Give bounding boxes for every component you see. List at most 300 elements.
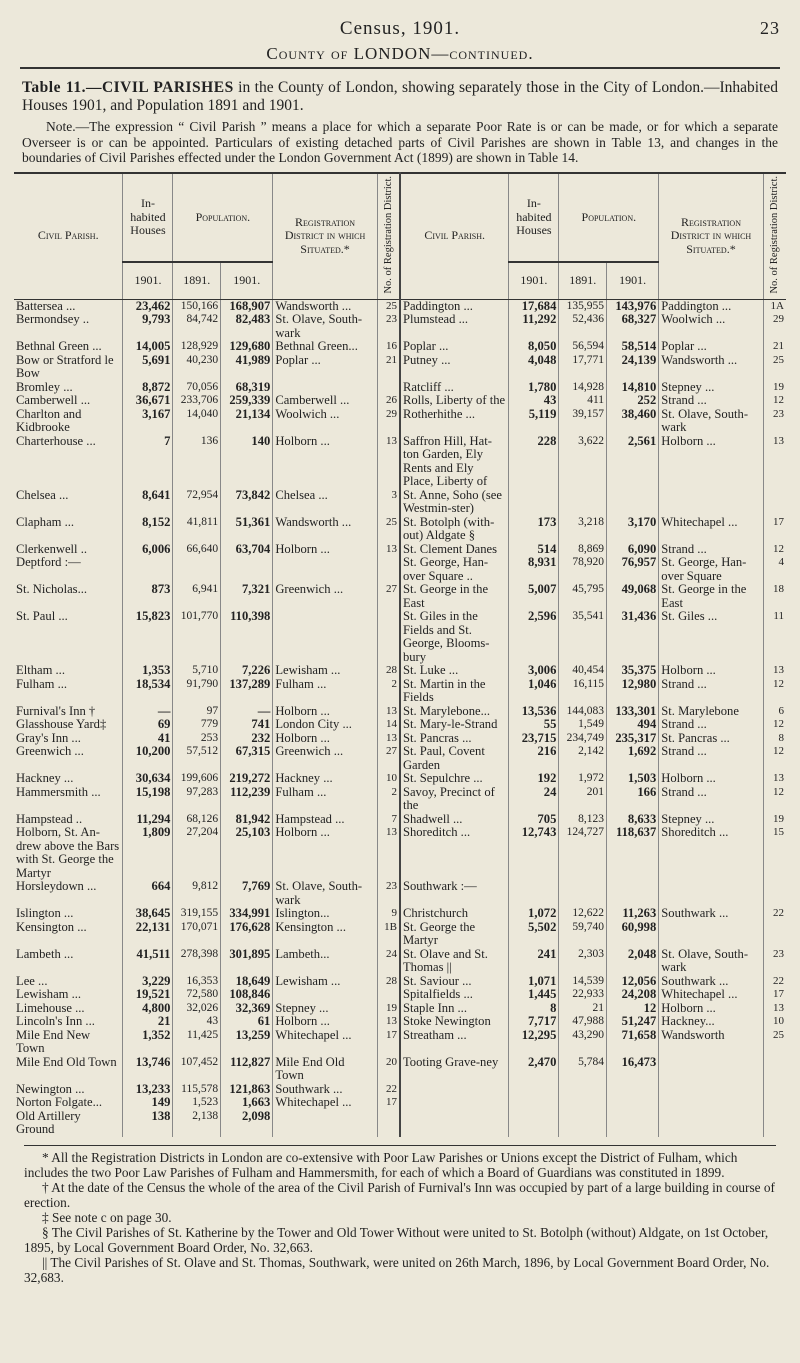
left-inh-cell: 13,233 <box>123 1083 173 1097</box>
col-header-population-left: Population. <box>173 173 273 263</box>
left-no-cell: 28 <box>377 664 400 678</box>
left-p91-cell: 136 <box>173 435 221 489</box>
year-1901-inh-left: 1901. <box>123 262 173 299</box>
right-parish-cell: St. Botolph (with-out) Aldgate § <box>400 516 509 543</box>
table-row <box>14 394 786 408</box>
left-p01-cell: 18,649 <box>221 975 273 989</box>
left-p01-cell: 81,942 <box>221 813 273 827</box>
left-no-cell: 1B <box>377 921 400 948</box>
left-no-cell: 21 <box>377 354 400 381</box>
left-p01-cell: 21,134 <box>221 408 273 435</box>
right-p01-cell: 2,048 <box>607 948 659 975</box>
right-dist-cell: St. Olave, South-wark <box>659 948 763 975</box>
left-dist-cell: Wandsworth ... <box>273 299 377 313</box>
table-row <box>14 826 786 880</box>
right-p91-cell: 2,142 <box>559 745 607 772</box>
footnote: ‡ See note c on page 30. <box>42 1209 172 1225</box>
table-row <box>14 299 786 313</box>
left-no-cell: 9 <box>377 907 400 921</box>
left-no-cell: 24 <box>377 948 400 975</box>
left-dist-cell <box>273 1110 377 1137</box>
right-no-cell <box>763 1110 786 1137</box>
footnote: || The Civil Parishes of St. Olave and St. Thomas, Southwark, were united on 26th March, 1896, by Local Government Board Order, No. 32,683. <box>24 1254 770 1285</box>
left-dist-cell: Islington... <box>273 907 377 921</box>
left-dist-cell: St. Olave, South-wark <box>273 880 377 907</box>
left-p91-cell: 319,155 <box>173 907 221 921</box>
right-p91-cell: 40,454 <box>559 664 607 678</box>
right-inh-cell: 24 <box>509 786 559 813</box>
left-no-cell: 13 <box>377 732 400 746</box>
right-p91-cell: 45,795 <box>559 583 607 610</box>
table-row <box>14 948 786 975</box>
right-inh-cell: 8 <box>509 1002 559 1016</box>
right-dist-cell: Poplar ... <box>659 340 763 354</box>
right-p91-cell: 411 <box>559 394 607 408</box>
right-inh-cell: 12,295 <box>509 1029 559 1056</box>
left-parish-cell: Gray's Inn ... <box>14 732 123 746</box>
right-inh-cell: 43 <box>509 394 559 408</box>
left-p01-cell: 7,321 <box>221 583 273 610</box>
year-1901-right: 1901. <box>607 262 659 299</box>
right-inh-cell: 705 <box>509 813 559 827</box>
right-inh-cell: 2,470 <box>509 1056 559 1083</box>
right-p01-cell: 76,957 <box>607 556 659 583</box>
table-row <box>14 678 786 705</box>
left-no-cell <box>377 610 400 664</box>
left-parish-cell: Deptford :— <box>14 556 123 583</box>
right-p01-cell: 58,514 <box>607 340 659 354</box>
right-dist-cell <box>659 880 763 907</box>
header-row <box>14 173 786 263</box>
table-row <box>14 732 786 746</box>
right-dist-cell: Hackney... <box>659 1015 763 1029</box>
right-no-cell: 12 <box>773 718 784 731</box>
table-row <box>14 516 786 543</box>
left-parish-cell: Bow or Stratford le Bow <box>14 354 123 381</box>
left-inh-cell <box>123 556 173 583</box>
right-p01-cell: 38,460 <box>607 408 659 435</box>
left-p01-cell: 7,226 <box>221 664 273 678</box>
right-inh-cell: 8,931 <box>509 556 559 583</box>
right-p91-cell: 5,784 <box>559 1056 607 1083</box>
left-parish-cell: Limehouse ... <box>14 1002 123 1016</box>
left-inh-cell: 8,872 <box>123 381 173 395</box>
left-p91-cell: 84,742 <box>173 313 221 340</box>
left-parish-cell: Lambeth ... <box>14 948 123 975</box>
right-dist-cell: Strand ... <box>659 394 763 408</box>
right-no-cell: 6 <box>778 704 784 717</box>
left-dist-cell: Poplar ... <box>273 354 377 381</box>
right-dist-cell: St. Giles ... <box>659 610 763 664</box>
left-p01-cell: 61 <box>221 1015 273 1029</box>
left-parish-cell: Hackney ... <box>14 772 123 786</box>
left-dist-cell: Holborn ... <box>273 543 377 557</box>
left-parish-cell: Islington ... <box>14 907 123 921</box>
right-p01-cell: 35,375 <box>607 664 659 678</box>
right-parish-cell: Staple Inn ... <box>400 1002 509 1016</box>
right-dist-cell <box>659 1056 763 1083</box>
left-inh-cell: 3,167 <box>123 408 173 435</box>
left-no-cell: 19 <box>377 1002 400 1016</box>
left-no-cell: 27 <box>377 583 400 610</box>
left-dist-cell: Mile End Old Town <box>273 1056 377 1083</box>
right-p01-cell: 235,317 <box>607 732 659 746</box>
right-dist-cell: St. Pancras ... <box>659 732 763 746</box>
left-inh-cell: 38,645 <box>123 907 173 921</box>
left-p01-cell: 32,369 <box>221 1002 273 1016</box>
right-parish-cell: St. Marylebone... <box>400 705 509 719</box>
left-parish-cell: Lee ... <box>14 975 123 989</box>
left-dist-cell: London City ... <box>273 718 377 732</box>
left-p01-cell: 25,103 <box>221 826 273 880</box>
right-no-cell <box>763 1083 786 1097</box>
right-no-cell: 12 <box>773 785 784 798</box>
right-inh-cell <box>509 489 559 516</box>
right-parish-cell: Rolls, Liberty of the <box>400 394 509 408</box>
left-p91-cell: 779 <box>173 718 221 732</box>
right-p91-cell: 52,436 <box>559 313 607 340</box>
left-no-cell: 20 <box>377 1056 400 1083</box>
head-rule <box>20 67 780 69</box>
right-no-cell: 1A <box>770 299 784 312</box>
right-p91-cell: 78,920 <box>559 556 607 583</box>
right-p91-cell: 59,740 <box>559 921 607 948</box>
right-p91-cell <box>559 880 607 907</box>
left-p01-cell: 112,239 <box>221 786 273 813</box>
right-dist-cell <box>659 921 763 948</box>
left-inh-cell: 1,352 <box>123 1029 173 1056</box>
col-header-district-left: Registration District in which Situated.* <box>273 173 377 300</box>
right-p01-cell: 8,633 <box>607 813 659 827</box>
right-dist-cell: St. Olave, South-wark <box>659 408 763 435</box>
right-inh-cell: 192 <box>509 772 559 786</box>
right-inh-cell: 1,071 <box>509 975 559 989</box>
left-inh-cell: 18,534 <box>123 678 173 705</box>
right-parish-cell: Stoke Newington <box>400 1015 509 1029</box>
left-parish-cell: Holborn, St. An-drew above the Bars with St. George the Martyr <box>14 826 123 880</box>
left-parish-cell: Mile End Old Town <box>14 1056 123 1083</box>
table-row <box>14 489 786 516</box>
left-parish-cell: Lincoln's Inn ... <box>14 1015 123 1029</box>
left-dist-cell <box>273 381 377 395</box>
left-parish-cell: Bethnal Green ... <box>14 340 123 354</box>
right-inh-cell: 241 <box>509 948 559 975</box>
left-p91-cell: 72,580 <box>173 988 221 1002</box>
left-p91-cell: 72,954 <box>173 489 221 516</box>
left-p01-cell: 334,991 <box>221 907 273 921</box>
left-inh-cell: 41,511 <box>123 948 173 975</box>
left-no-cell <box>377 1110 400 1137</box>
right-p01-cell: 71,658 <box>607 1029 659 1056</box>
right-parish-cell: Poplar ... <box>400 340 509 354</box>
left-p01-cell: 168,907 <box>221 299 273 313</box>
left-dist-cell: Greenwich ... <box>273 745 377 772</box>
left-no-cell: 25 <box>377 299 400 313</box>
left-dist-cell <box>273 610 377 664</box>
table-row <box>14 1083 786 1097</box>
col-header-inhabited-left: In-habited Houses <box>123 173 173 263</box>
right-p01-cell: 24,139 <box>607 354 659 381</box>
left-p01-cell: 301,895 <box>221 948 273 975</box>
left-dist-cell: Fulham ... <box>273 786 377 813</box>
right-p01-cell: 1,503 <box>607 772 659 786</box>
right-p91-cell <box>559 489 607 516</box>
left-parish-cell: Hammersmith ... <box>14 786 123 813</box>
left-dist-cell: Hackney ... <box>273 772 377 786</box>
right-parish-cell: St. George, Han-over Square .. <box>400 556 509 583</box>
left-p01-cell: 63,704 <box>221 543 273 557</box>
left-dist-cell: Holborn ... <box>273 705 377 719</box>
right-no-cell: 13 <box>773 434 784 447</box>
left-p01-cell: 68,319 <box>221 381 273 395</box>
table-row <box>14 1056 786 1083</box>
left-no-cell: 25 <box>377 516 400 543</box>
table-row <box>14 610 786 664</box>
right-dist-cell: Southwark ... <box>659 907 763 921</box>
right-parish-cell: Putney ... <box>400 354 509 381</box>
right-p01-cell: 3,170 <box>607 516 659 543</box>
left-parish-cell: Bromley ... <box>14 381 123 395</box>
right-p01-cell: 12 <box>607 1002 659 1016</box>
left-inh-cell: 13,746 <box>123 1056 173 1083</box>
left-dist-cell: Whitechapel ... <box>273 1096 377 1110</box>
table-row <box>14 880 786 907</box>
right-parish-cell: St. Paul, Covent Garden <box>400 745 509 772</box>
right-dist-cell: Wandsworth <box>659 1029 763 1056</box>
left-no-cell: 10 <box>377 772 400 786</box>
right-dist-cell <box>659 1096 763 1110</box>
col-header-district-right: Registration District in which Situated.* <box>659 173 763 300</box>
left-dist-cell: Greenwich ... <box>273 583 377 610</box>
right-parish-cell: Plumstead ... <box>400 313 509 340</box>
right-p01-cell: 12,056 <box>607 975 659 989</box>
col-header-parish-left: Civil Parish. <box>14 173 123 300</box>
right-no-cell <box>763 921 786 948</box>
right-parish-cell: St. George the Martyr <box>400 921 509 948</box>
right-no-cell: 8 <box>778 731 784 744</box>
right-p01-cell: 49,068 <box>607 583 659 610</box>
right-inh-cell: 1,072 <box>509 907 559 921</box>
left-dist-cell <box>273 988 377 1002</box>
table-row <box>14 354 786 381</box>
left-parish-cell: St. Paul ... <box>14 610 123 664</box>
right-parish-cell: Paddington ... <box>400 299 509 313</box>
right-inh-cell <box>509 880 559 907</box>
left-inh-cell: 149 <box>123 1096 173 1110</box>
right-inh-cell: 1,046 <box>509 678 559 705</box>
right-p01-cell: 51,247 <box>607 1015 659 1029</box>
right-dist-cell: Whitechapel ... <box>659 988 763 1002</box>
left-p91-cell: 2,138 <box>173 1110 221 1137</box>
left-p91-cell: 40,230 <box>173 354 221 381</box>
year-1901-inh-right: 1901. <box>509 262 559 299</box>
right-p01-cell: 16,473 <box>607 1056 659 1083</box>
right-inh-cell: 12,743 <box>509 826 559 880</box>
left-p01-cell: 108,846 <box>221 988 273 1002</box>
left-parish-cell: Eltham ... <box>14 664 123 678</box>
right-p91-cell: 16,115 <box>559 678 607 705</box>
right-p91-cell: 2,303 <box>559 948 607 975</box>
left-parish-cell: Norton Folgate... <box>14 1096 123 1110</box>
running-head-title: Census, 1901. <box>339 18 461 39</box>
table-row <box>14 1096 786 1110</box>
left-dist-cell: Holborn ... <box>273 435 377 489</box>
left-parish-cell: Battersea ... <box>14 299 123 313</box>
left-dist-cell: St. Olave, South-wark <box>273 313 377 340</box>
table-row <box>14 381 786 395</box>
right-no-cell: 13 <box>773 1001 784 1014</box>
left-parish-cell: Kensington ... <box>14 921 123 948</box>
table-note: Note.—The expression “ Civil Parish ” means a place for which a separate Poor Rate is or can be made, or for which a separate Overseer is or can be appointed. Particulars of existing detached parts of Civil Parishes are shown in Table 13, and changes in the boundaries of Civil Parishes effected under the London Government Act (1899) are shown in Table 14. <box>22 119 778 165</box>
right-inh-cell: 5,007 <box>509 583 559 610</box>
left-no-cell: 13 <box>377 705 400 719</box>
right-parish-cell: St. Olave and St. Thomas || <box>400 948 509 975</box>
right-p01-cell: 60,998 <box>607 921 659 948</box>
left-no-cell: 23 <box>377 313 400 340</box>
right-p91-cell: 17,771 <box>559 354 607 381</box>
left-dist-cell: Southwark ... <box>273 1083 377 1097</box>
left-no-cell: 17 <box>377 1096 400 1110</box>
right-parish-cell <box>400 1110 509 1137</box>
table-row <box>14 435 786 489</box>
left-dist-cell: Camberwell ... <box>273 394 377 408</box>
left-p01-cell: 259,339 <box>221 394 273 408</box>
right-parish-cell <box>400 1096 509 1110</box>
table-caption-text: in the County of London, showing separately those in the City of London.—Inhabited Houses 1901, and Population 1891 and 1901. <box>22 79 778 114</box>
left-p91-cell: 97 <box>173 705 221 719</box>
right-p91-cell: 47,988 <box>559 1015 607 1029</box>
left-no-cell: 3 <box>377 489 400 516</box>
right-no-cell <box>763 489 786 516</box>
left-inh-cell: 9,793 <box>123 313 173 340</box>
left-p91-cell: 101,770 <box>173 610 221 664</box>
left-dist-cell: Lewisham ... <box>273 975 377 989</box>
table-row <box>14 975 786 989</box>
right-parish-cell: Streatham ... <box>400 1029 509 1056</box>
right-p01-cell: 2,561 <box>607 435 659 489</box>
left-inh-cell: 15,198 <box>123 786 173 813</box>
right-no-cell <box>763 1056 786 1083</box>
left-no-cell: 23 <box>377 880 400 907</box>
right-parish-cell: Saffron Hill, Hat-ton Garden, Ely Rents and Ely Place, Liberty of <box>400 435 509 489</box>
right-parish-cell: Spitalfields ... <box>400 988 509 1002</box>
right-parish-cell: St. George in the East <box>400 583 509 610</box>
right-p01-cell: 31,436 <box>607 610 659 664</box>
left-no-cell: 26 <box>377 394 400 408</box>
table-row <box>14 813 786 827</box>
left-parish-cell: Hampstead .. <box>14 813 123 827</box>
right-no-cell: 13 <box>773 772 784 785</box>
right-no-cell: 12 <box>773 394 784 407</box>
table-row <box>14 921 786 948</box>
right-dist-cell: Holborn ... <box>659 772 763 786</box>
left-dist-cell: Woolwich ... <box>273 408 377 435</box>
right-p01-cell: 1,692 <box>607 745 659 772</box>
right-no-cell: 25 <box>773 1028 784 1041</box>
left-parish-cell: Lewisham ... <box>14 988 123 1002</box>
right-dist-cell: Holborn ... <box>659 435 763 489</box>
left-inh-cell: 30,634 <box>123 772 173 786</box>
left-inh-cell: 69 <box>123 718 173 732</box>
year-1891-right: 1891. <box>559 262 607 299</box>
col-header-no-left: No. of Registration District. <box>377 173 400 300</box>
left-dist-cell: Kensington ... <box>273 921 377 948</box>
left-dist-cell: Wandsworth ... <box>273 516 377 543</box>
right-inh-cell: 5,502 <box>509 921 559 948</box>
left-dist-cell: Lambeth... <box>273 948 377 975</box>
left-p91-cell: 6,941 <box>173 583 221 610</box>
right-dist-cell: Shoreditch ... <box>659 826 763 880</box>
left-no-cell: 16 <box>377 340 400 354</box>
right-no-cell: 22 <box>773 974 784 987</box>
right-no-cell: 23 <box>773 407 784 420</box>
right-p91-cell: 43,290 <box>559 1029 607 1056</box>
left-inh-cell: 36,671 <box>123 394 173 408</box>
right-no-cell: 29 <box>773 313 784 326</box>
left-dist-cell: Holborn ... <box>273 732 377 746</box>
right-inh-cell: 216 <box>509 745 559 772</box>
right-parish-cell: St. Saviour ... <box>400 975 509 989</box>
left-parish-cell: Camberwell ... <box>14 394 123 408</box>
left-inh-cell: 22,131 <box>123 921 173 948</box>
page-number: 23 <box>760 18 780 38</box>
left-p91-cell: 16,353 <box>173 975 221 989</box>
right-p01-cell: 68,327 <box>607 313 659 340</box>
right-p91-cell: 12,622 <box>559 907 607 921</box>
right-dist-cell: Woolwich ... <box>659 313 763 340</box>
table-row <box>14 705 786 719</box>
table-row <box>14 313 786 340</box>
right-dist-cell: Whitechapel ... <box>659 516 763 543</box>
right-parish-cell <box>400 1083 509 1097</box>
right-dist-cell <box>659 1083 763 1097</box>
right-no-cell: 19 <box>773 812 784 825</box>
left-dist-cell: Hampstead ... <box>273 813 377 827</box>
left-parish-cell: Clapham ... <box>14 516 123 543</box>
right-no-cell: 17 <box>773 988 784 1001</box>
left-p01-cell: 176,628 <box>221 921 273 948</box>
left-inh-cell: 15,823 <box>123 610 173 664</box>
table-row <box>14 664 786 678</box>
left-parish-cell: Charlton and Kidbrooke <box>14 408 123 435</box>
left-inh-cell: 19,521 <box>123 988 173 1002</box>
left-inh-cell: 6,006 <box>123 543 173 557</box>
left-p01-cell <box>221 556 273 583</box>
left-p91-cell: 43 <box>173 1015 221 1029</box>
right-p91-cell: 201 <box>559 786 607 813</box>
left-dist-cell: Fulham ... <box>273 678 377 705</box>
left-p01-cell: 112,827 <box>221 1056 273 1083</box>
left-p91-cell: 170,071 <box>173 921 221 948</box>
right-inh-cell <box>509 1096 559 1110</box>
left-parish-cell: St. Nicholas... <box>14 583 123 610</box>
right-dist-cell: St. George, Han-over Square <box>659 556 763 583</box>
left-no-cell: 27 <box>377 745 400 772</box>
left-inh-cell: 8,152 <box>123 516 173 543</box>
right-inh-cell: 1,445 <box>509 988 559 1002</box>
right-dist-cell: Strand ... <box>659 745 763 772</box>
right-p91-cell: 14,928 <box>559 381 607 395</box>
right-inh-cell: 11,292 <box>509 313 559 340</box>
left-no-cell: 7 <box>377 813 400 827</box>
right-no-cell: 25 <box>773 353 784 366</box>
right-p01-cell: 494 <box>607 718 659 732</box>
right-no-cell: 23 <box>773 947 784 960</box>
right-p91-cell: 8,869 <box>559 543 607 557</box>
table-row <box>14 1110 786 1137</box>
right-no-cell <box>763 880 786 907</box>
left-p91-cell: 32,026 <box>173 1002 221 1016</box>
